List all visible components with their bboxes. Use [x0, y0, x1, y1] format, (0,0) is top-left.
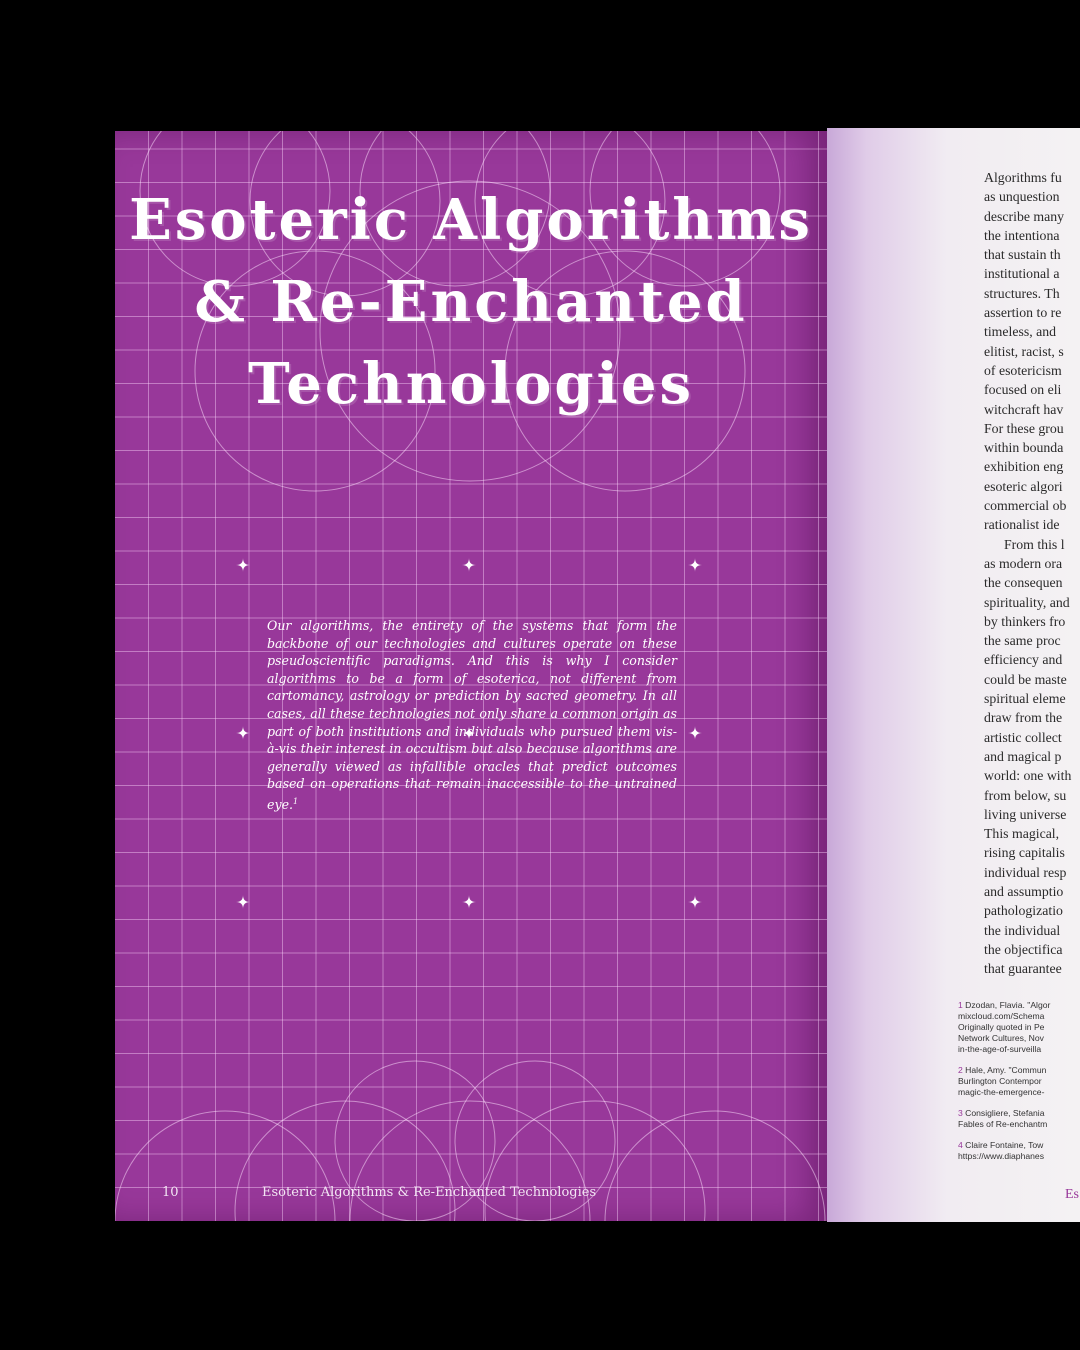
body-line: rationalist ide [984, 517, 1060, 533]
footnote-line: https://www.diaphanes [958, 1151, 1044, 1161]
body-line: the individual [984, 922, 1061, 938]
footnote [958, 1000, 1080, 1055]
body-line: of esotericism [984, 362, 1062, 378]
body-line: within bounda [984, 440, 1064, 456]
body-line: describe many [984, 208, 1065, 224]
body-line: structures. Th [984, 285, 1060, 301]
title-line-2: & Re-Enchanted [194, 269, 748, 335]
body-line: timeless, and [984, 324, 1057, 340]
body-line: that sustain th [984, 247, 1061, 263]
body-line: as modern ora [984, 555, 1063, 571]
footnote-line: Network Cultures, Nov [958, 1033, 1044, 1043]
body-line: individual resp [984, 864, 1067, 880]
body-line: focused on eli [984, 382, 1062, 398]
body-line: artistic collect [984, 729, 1062, 745]
sparkle-icon [688, 558, 702, 572]
body-line: Algorithms fu [984, 170, 1062, 185]
body-line: the intentiona [984, 227, 1060, 243]
sparkle-icon [462, 558, 476, 572]
right-page [827, 128, 1080, 1222]
sparkle-icon [688, 895, 702, 909]
running-head: Esoteric Algorithms & Re-Enchanted Technologies [262, 1185, 597, 1200]
body-line: rising capitalis [984, 845, 1065, 861]
body-line: exhibition eng [984, 459, 1064, 475]
body-line: For these grou [984, 420, 1064, 436]
body-line: that guarantee [984, 961, 1062, 977]
page-number: 10 [162, 1185, 179, 1200]
footnote-line: Burlington Contempor [958, 1076, 1042, 1086]
body-line: assertion to re [984, 305, 1062, 321]
decorative-circle [605, 1111, 825, 1221]
footnote [958, 1108, 1080, 1130]
body-text [984, 168, 1080, 978]
body-line: the same proc [984, 633, 1061, 649]
body-line: institutional a [984, 266, 1060, 282]
body-line: commercial ob [984, 498, 1067, 514]
left-page [115, 131, 827, 1221]
footnote-number: 2 [958, 1065, 966, 1075]
body-line: esoteric algori [984, 478, 1063, 494]
footnote [958, 1140, 1080, 1162]
footnote-ref: 1 [293, 796, 299, 806]
footnote-line: magic-the-emergence- [958, 1087, 1045, 1097]
footnote-number: 3 [958, 1108, 966, 1118]
footnote-line: Fables of Re-enchantm [958, 1119, 1048, 1129]
footnote-line: 4 Claire Fontaine, Tow [958, 1140, 1044, 1150]
sparkle-icon [462, 895, 476, 909]
sparkle-icon [236, 895, 250, 909]
sparkle-icon [236, 558, 250, 572]
body-line: and magical p [984, 748, 1062, 764]
body-line: as unquestion [984, 189, 1060, 205]
body-line: by thinkers fro [984, 613, 1066, 629]
footnote-line: mixcloud.com/Schema [958, 1011, 1045, 1021]
decorative-circle [235, 1101, 455, 1221]
right-running-head: Es [1065, 1187, 1079, 1202]
footnote-line: 2 Hale, Amy. "Commun [958, 1065, 1047, 1075]
body-line: pathologizatio [984, 903, 1063, 919]
decorative-circle [350, 1101, 590, 1221]
quote-text: Our algorithms, the entirety of the systems that form the backbone of our technologies and cultures operate on these pseudoscientific paradigms. And this is why I consider algorithms to be a form of esoterica, not different from cartomancy, astrology or prediction by sacred geometry. In all cases, all these technologies not only share a common origin as part of both institutions and individuals who pursued them vis-à-vis their interest in occultism but also because algorithms are generally viewed as infallible oracles that predict outcomes based on operations that remain inaccessible to the untrained eye. [267, 618, 677, 813]
body-line: spiritual eleme [984, 691, 1066, 707]
body-line: witchcraft hav [984, 401, 1064, 417]
body-line: spirituality, and [984, 594, 1070, 610]
sparkle-icon [236, 726, 250, 740]
decorative-circle [485, 1101, 705, 1221]
body-line: From this l [1004, 536, 1065, 552]
body-line: the consequen [984, 575, 1063, 591]
body-line: world: one with [984, 768, 1072, 784]
footnote-line: Originally quoted in Pe [958, 1022, 1045, 1032]
pull-quote [267, 617, 677, 814]
body-line: living universe [984, 806, 1067, 822]
title-line-1: Esoteric Algorithms [129, 187, 813, 253]
footnotes [958, 1000, 1080, 1172]
body-line: elitist, racist, s [984, 343, 1064, 359]
footnote-line: in-the-age-of-surveilla [958, 1044, 1042, 1054]
footnote-number: 1 [958, 1000, 966, 1010]
footnote-number: 4 [958, 1140, 966, 1150]
footnote-line: 1 Dzodan, Flavia. "Algor [958, 1000, 1051, 1010]
body-line: This magical, [984, 826, 1060, 842]
title-line-3: Technologies [248, 351, 694, 417]
sparkle-icon [688, 726, 702, 740]
body-line: draw from the [984, 710, 1063, 726]
body-line: the objectifica [984, 941, 1063, 957]
body-line: efficiency and [984, 652, 1063, 668]
body-line: and assumptio [984, 883, 1064, 899]
footnote [958, 1065, 1080, 1098]
page-title [115, 179, 827, 425]
body-line: could be maste [984, 671, 1067, 687]
footnote-line: 3 Consigliere, Stefania [958, 1108, 1045, 1118]
body-line: from below, su [984, 787, 1067, 803]
